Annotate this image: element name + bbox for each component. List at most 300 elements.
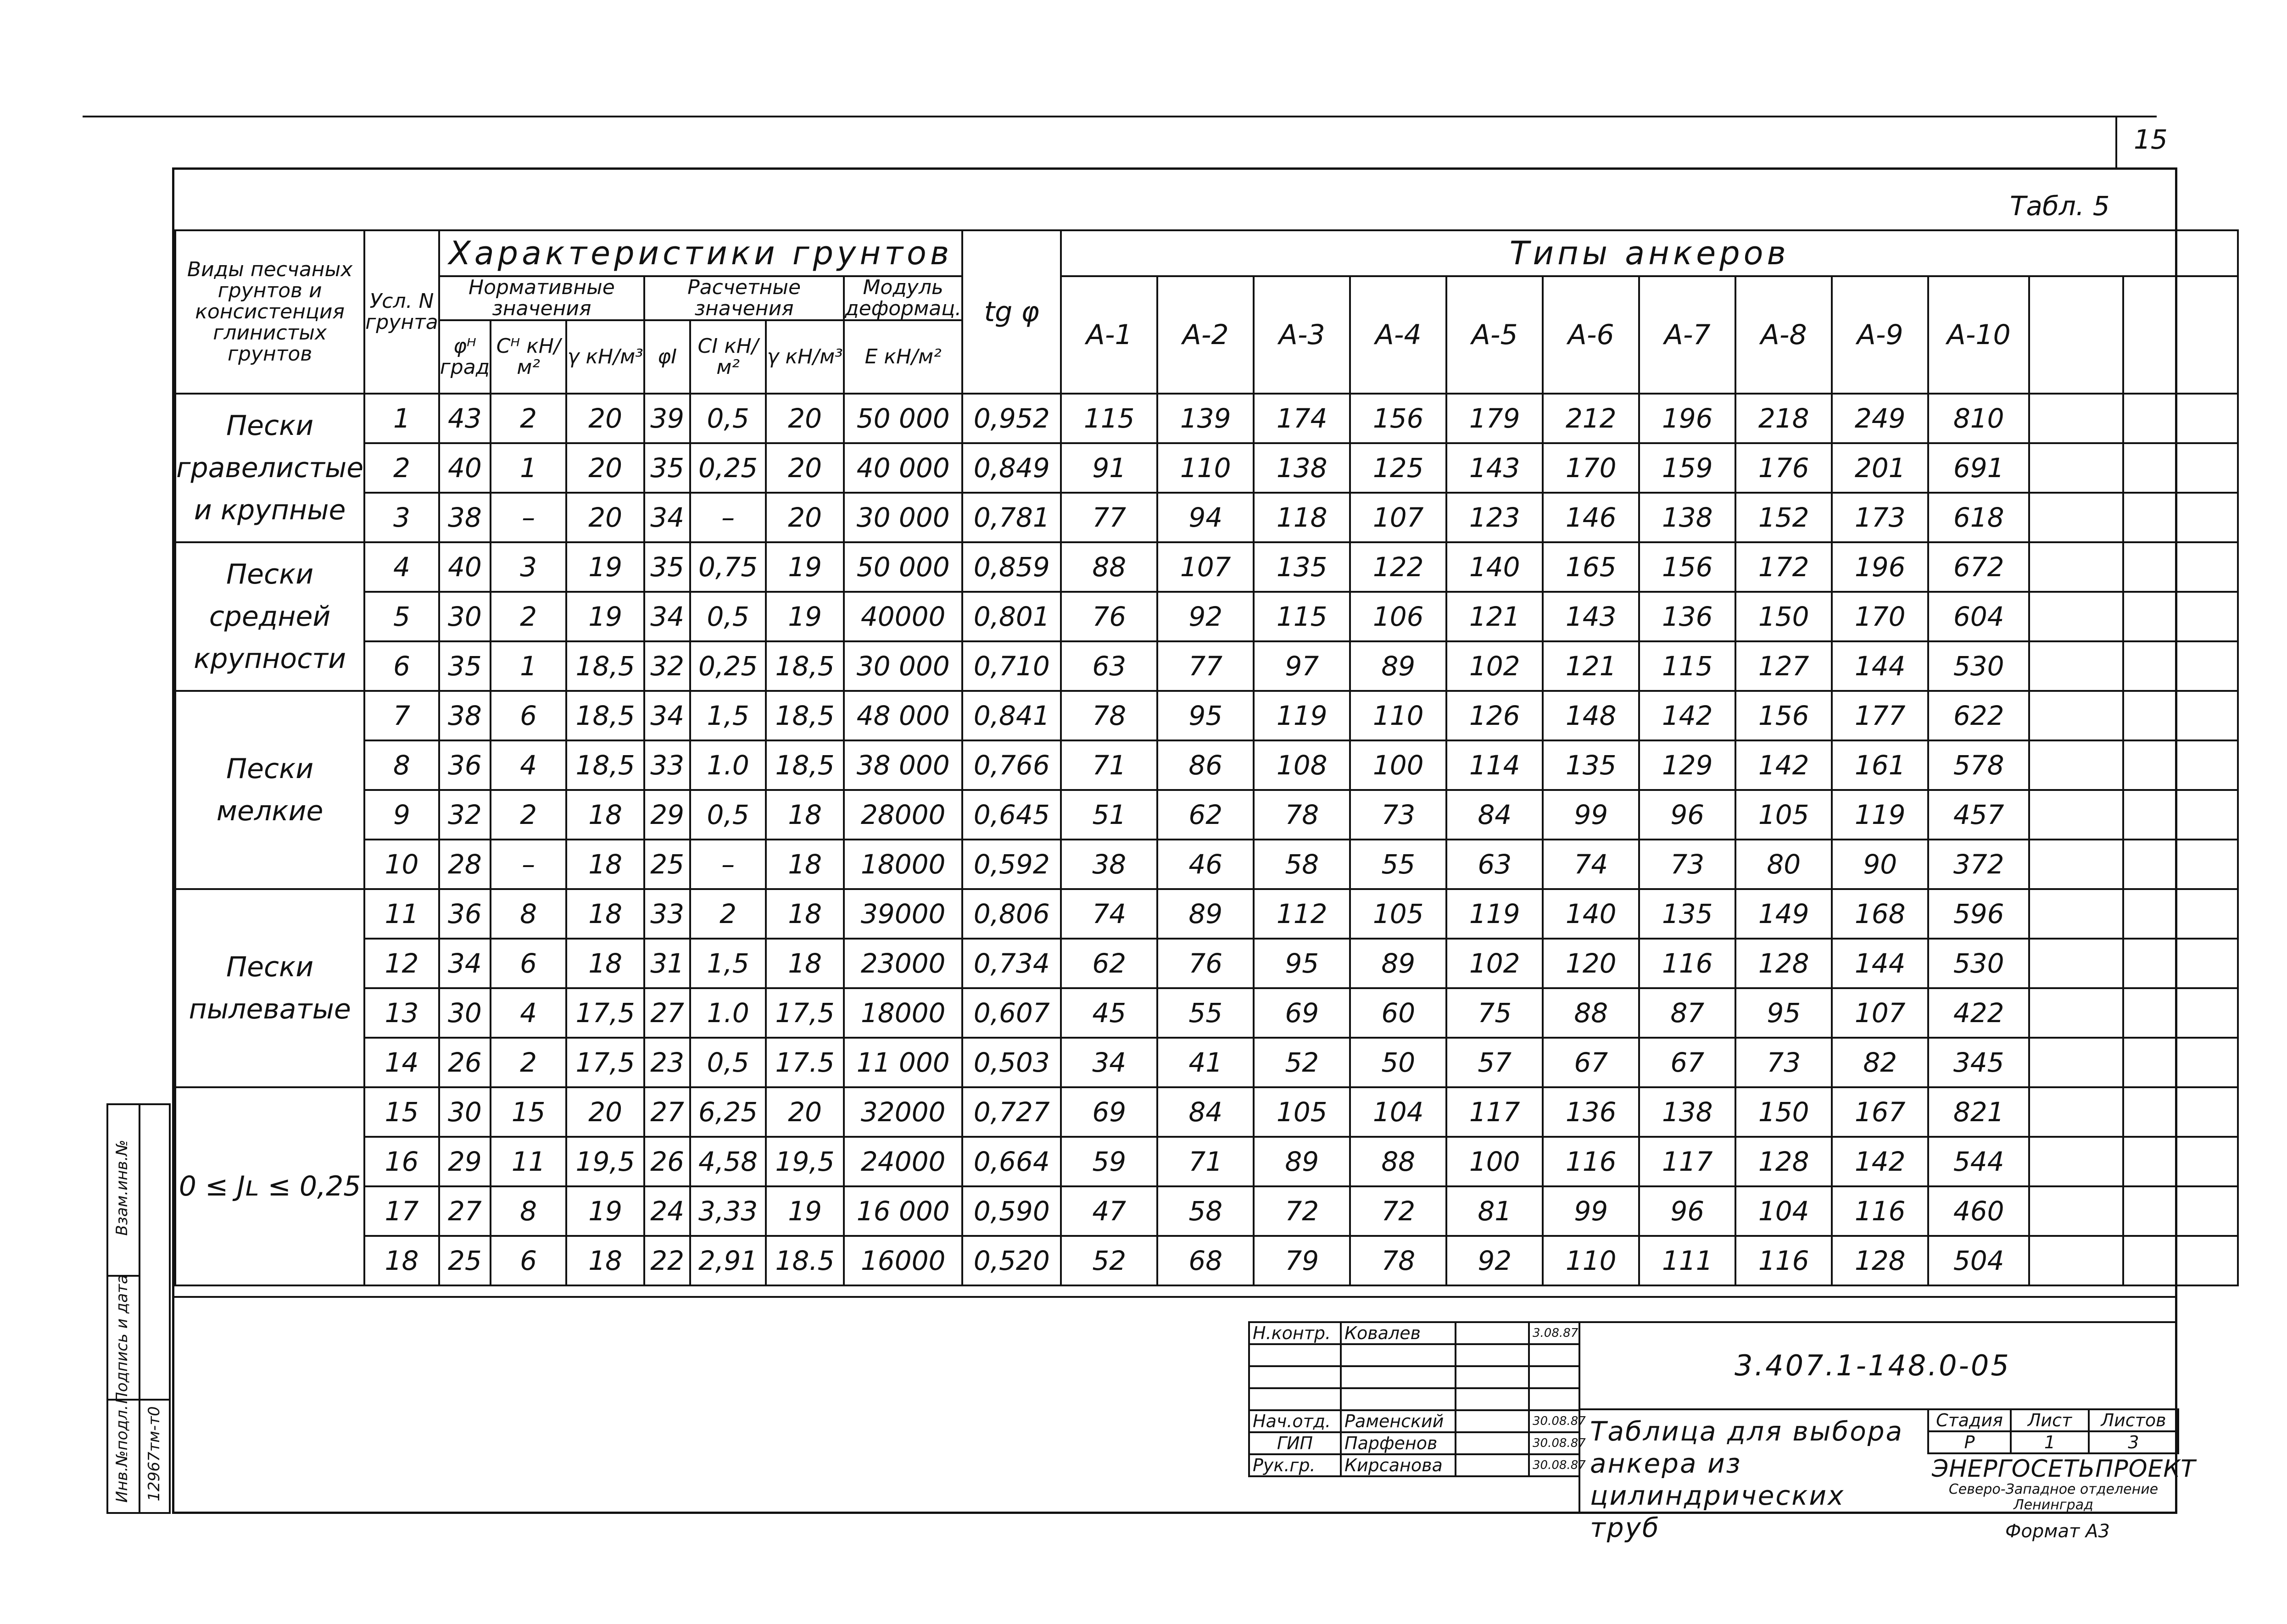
table-cell: 95 xyxy=(1157,691,1254,740)
table-cell: 1 xyxy=(491,641,566,691)
table-cell: 40 xyxy=(439,542,491,592)
table-cell: 139 xyxy=(1157,394,1254,443)
table-cell: 24 xyxy=(644,1186,690,1236)
table-cell: 107 xyxy=(1157,542,1254,592)
table-cell: 179 xyxy=(1446,394,1543,443)
table-cell: 20 xyxy=(766,394,844,443)
table-cell: 201 xyxy=(1832,443,1928,493)
table-cell: 28 xyxy=(439,840,491,889)
table-cell: 105 xyxy=(1350,889,1446,939)
header-phi-i: φI xyxy=(644,320,690,394)
table-cell: – xyxy=(690,493,766,542)
header-e-mod: E кН/м² xyxy=(844,320,962,394)
table-cell: 116 xyxy=(1735,1236,1832,1285)
soil-group-label: Пески пылеватые xyxy=(175,889,364,1087)
date-n-kontr: 3.08.87 xyxy=(1529,1322,1579,1344)
table-cell: 73 xyxy=(1350,790,1446,840)
table-cell: 177 xyxy=(1832,691,1928,740)
table-cell: 69 xyxy=(1061,1087,1157,1137)
table-cell: 128 xyxy=(1735,939,1832,988)
table-cell-empty xyxy=(2123,1038,2238,1087)
table-cell: 4 xyxy=(491,740,566,790)
table-cell: 578 xyxy=(1928,740,2029,790)
table-cell: 22 xyxy=(644,1236,690,1285)
table-cell: 0,5 xyxy=(690,592,766,641)
table-cell: 88 xyxy=(1543,988,1639,1038)
table-cell: 18 xyxy=(766,790,844,840)
anchor-header-empty xyxy=(2123,276,2238,394)
table-cell: 12 xyxy=(364,939,439,988)
table-cell: 38 xyxy=(439,691,491,740)
table-cell: 0,607 xyxy=(962,988,1061,1038)
table-cell: 115 xyxy=(1639,641,1735,691)
table-cell: 40 xyxy=(439,443,491,493)
table-cell: 96 xyxy=(1639,790,1735,840)
table-cell: 35 xyxy=(644,443,690,493)
table-cell: 87 xyxy=(1639,988,1735,1038)
anchor-header: А-8 xyxy=(1735,276,1832,394)
table-cell: 81 xyxy=(1446,1186,1543,1236)
table-cell-empty xyxy=(2123,1137,2238,1186)
table-cell: 159 xyxy=(1639,443,1735,493)
table-row xyxy=(175,840,2238,889)
header-phi-n: φᴴ град xyxy=(439,320,491,394)
sheets-value: 3 xyxy=(2089,1431,2178,1453)
table-cell: 18 xyxy=(766,840,844,889)
table-cell: 128 xyxy=(1832,1236,1928,1285)
table-cell: 150 xyxy=(1735,592,1832,641)
table-cell: 108 xyxy=(1254,740,1350,790)
table-cell: 102 xyxy=(1446,939,1543,988)
soil-group-label: Пески гравелистые и крупные xyxy=(175,394,364,542)
name-nach-otd: Раменский xyxy=(1341,1410,1456,1432)
table-cell: 67 xyxy=(1543,1038,1639,1087)
signature-block xyxy=(1248,1321,1586,1477)
table-cell-empty xyxy=(2123,790,2238,840)
table-cell: 3,33 xyxy=(690,1186,766,1236)
table-cell: 27 xyxy=(439,1186,491,1236)
table-cell: 372 xyxy=(1928,840,2029,889)
table-cell: 117 xyxy=(1446,1087,1543,1137)
table-cell: 618 xyxy=(1928,493,2029,542)
table-cell: 165 xyxy=(1543,542,1639,592)
table-cell: 112 xyxy=(1254,889,1350,939)
table-cell: 88 xyxy=(1061,542,1157,592)
table-cell: 20 xyxy=(566,493,644,542)
table-cell: 138 xyxy=(1254,443,1350,493)
table-cell: 55 xyxy=(1157,988,1254,1038)
table-cell: 20 xyxy=(566,394,644,443)
table-cell: 121 xyxy=(1446,592,1543,641)
table-cell: 17,5 xyxy=(566,1038,644,1087)
table-cell: 18,5 xyxy=(566,740,644,790)
top-rule xyxy=(83,116,2157,117)
signature-n-kontr xyxy=(1456,1322,1529,1344)
table-cell-empty xyxy=(2123,1186,2238,1236)
sheets-label: Листов xyxy=(2089,1409,2178,1431)
header-modulus: Модуль деформац. xyxy=(844,276,962,320)
header-anchor-types: Типы анкеров xyxy=(1061,230,2238,276)
table-cell: 25 xyxy=(439,1236,491,1285)
table-cell: 51 xyxy=(1061,790,1157,840)
table-cell: 23000 xyxy=(844,939,962,988)
table-cell: 135 xyxy=(1639,889,1735,939)
header-tg: tg φ xyxy=(962,230,1061,394)
table-cell: 110 xyxy=(1543,1236,1639,1285)
table-cell: 14 xyxy=(364,1038,439,1087)
anchor-table xyxy=(174,229,2239,1286)
table-cell-empty xyxy=(2029,493,2123,542)
anchor-header: А-2 xyxy=(1157,276,1254,394)
table-cell: 212 xyxy=(1543,394,1639,443)
table-cell: 45 xyxy=(1061,988,1157,1038)
table-cell: 148 xyxy=(1543,691,1639,740)
table-cell: 6,25 xyxy=(690,1087,766,1137)
soil-group-label: Пески средней крупности xyxy=(175,542,364,691)
anchor-header-empty xyxy=(2029,276,2123,394)
table-cell: 30 xyxy=(439,1087,491,1137)
table-cell: 16 000 xyxy=(844,1186,962,1236)
table-cell: 6 xyxy=(491,1236,566,1285)
signature-nach-otd xyxy=(1456,1410,1529,1432)
table-cell: 345 xyxy=(1928,1038,2029,1087)
anchor-header: А-1 xyxy=(1061,276,1157,394)
name-n-kontr: Ковалев xyxy=(1341,1322,1456,1344)
table-cell: – xyxy=(491,840,566,889)
table-cell: 62 xyxy=(1061,939,1157,988)
table-row xyxy=(175,740,2238,790)
table-cell: 60 xyxy=(1350,988,1446,1038)
header-c-n: Cᴴ кН/м² xyxy=(491,320,566,394)
table-cell: 1 xyxy=(364,394,439,443)
table-cell: 143 xyxy=(1446,443,1543,493)
table-cell: 69 xyxy=(1254,988,1350,1038)
table-cell: 156 xyxy=(1350,394,1446,443)
table-cell: 173 xyxy=(1832,493,1928,542)
table-cell: 174 xyxy=(1254,394,1350,443)
table-cell: 20 xyxy=(766,443,844,493)
table-cell: 86 xyxy=(1157,740,1254,790)
table-cell: 26 xyxy=(644,1137,690,1186)
table-cell: 92 xyxy=(1446,1236,1543,1285)
table-cell: 18 xyxy=(566,790,644,840)
table-cell: 78 xyxy=(1254,790,1350,840)
table-cell: 0,5 xyxy=(690,1038,766,1087)
table-cell: 17.5 xyxy=(766,1038,844,1087)
table-cell: 36 xyxy=(439,889,491,939)
table-cell-empty xyxy=(2029,542,2123,592)
table-cell: 40000 xyxy=(844,592,962,641)
table-cell: 94 xyxy=(1157,493,1254,542)
table-cell: 73 xyxy=(1735,1038,1832,1087)
table-cell: 38 xyxy=(439,493,491,542)
table-cell: 99 xyxy=(1543,1186,1639,1236)
stage-label: Стадия xyxy=(1928,1409,2011,1431)
table-cell: 0,841 xyxy=(962,691,1061,740)
table-cell-empty xyxy=(2029,740,2123,790)
table-cell: 90 xyxy=(1832,840,1928,889)
table-cell: 19 xyxy=(766,592,844,641)
anchor-header: А-5 xyxy=(1446,276,1543,394)
table-cell: 170 xyxy=(1832,592,1928,641)
table-row xyxy=(175,493,2238,542)
table-cell: 97 xyxy=(1254,641,1350,691)
table-cell: 596 xyxy=(1928,889,2029,939)
table-cell: 18 xyxy=(566,840,644,889)
table-cell: 39 xyxy=(644,394,690,443)
table-cell: 20 xyxy=(566,1087,644,1137)
table-cell: 1.0 xyxy=(690,988,766,1038)
table-cell: 135 xyxy=(1543,740,1639,790)
table-cell: 24000 xyxy=(844,1137,962,1186)
table-cell-empty xyxy=(2123,443,2238,493)
table-cell: 457 xyxy=(1928,790,2029,840)
header-normative: Нормативные значения xyxy=(439,276,644,320)
table-row xyxy=(175,1236,2238,1285)
table-cell: 63 xyxy=(1446,840,1543,889)
table-cell: 1,5 xyxy=(690,939,766,988)
table-cell: 172 xyxy=(1735,542,1832,592)
table-cell: 77 xyxy=(1157,641,1254,691)
table-cell: 18 xyxy=(566,889,644,939)
header-c-i: CI кН/м² xyxy=(690,320,766,394)
table-cell: 170 xyxy=(1543,443,1639,493)
table-cell: 55 xyxy=(1350,840,1446,889)
table-cell: 18,5 xyxy=(766,691,844,740)
table-cell: 39000 xyxy=(844,889,962,939)
table-cell: 34 xyxy=(644,691,690,740)
table-cell-empty xyxy=(2029,394,2123,443)
table-cell: 135 xyxy=(1254,542,1350,592)
table-cell-empty xyxy=(2123,939,2238,988)
table-cell: 18,5 xyxy=(566,641,644,691)
table-cell-empty xyxy=(2123,691,2238,740)
table-cell: 138 xyxy=(1639,493,1735,542)
header-gamma-i: γ кН/м³ xyxy=(766,320,844,394)
table-cell: 11 xyxy=(364,889,439,939)
sheet-label: Лист xyxy=(2011,1409,2089,1431)
table-cell-empty xyxy=(2123,1236,2238,1285)
table-cell: 3 xyxy=(364,493,439,542)
header-soil-type: Виды песчаных грунтов и консистенция глинистых грунтов xyxy=(175,230,364,394)
table-cell: 63 xyxy=(1061,641,1157,691)
table-cell: 35 xyxy=(439,641,491,691)
table-cell: 50 000 xyxy=(844,542,962,592)
table-cell: 18000 xyxy=(844,988,962,1038)
table-cell: 176 xyxy=(1735,443,1832,493)
table-cell: 0,592 xyxy=(962,840,1061,889)
table-cell: 4 xyxy=(364,542,439,592)
table-cell: 0,5 xyxy=(690,790,766,840)
table-cell: 140 xyxy=(1543,889,1639,939)
table-cell: 129 xyxy=(1639,740,1735,790)
side-label-vzam: Взам.инв.№ xyxy=(113,1140,131,1236)
table-row xyxy=(175,592,2238,641)
table-cell: 672 xyxy=(1928,542,2029,592)
table-cell: 1 xyxy=(491,443,566,493)
table-row xyxy=(175,443,2238,493)
header-characteristics: Характеристики грунтов xyxy=(439,230,963,276)
table-cell: 38 xyxy=(1061,840,1157,889)
table-cell: 27 xyxy=(644,988,690,1038)
table-cell: 100 xyxy=(1350,740,1446,790)
table-row xyxy=(175,988,2238,1038)
table-cell: 0,5 xyxy=(690,394,766,443)
table-cell: 16000 xyxy=(844,1236,962,1285)
table-cell: 52 xyxy=(1061,1236,1157,1285)
table-cell: 18 xyxy=(566,939,644,988)
table-cell-empty xyxy=(2123,1087,2238,1137)
table-cell: 23 xyxy=(644,1038,690,1087)
table-cell: 71 xyxy=(1157,1137,1254,1186)
table-cell: 530 xyxy=(1928,641,2029,691)
page-number-box xyxy=(2115,117,2117,168)
table-row xyxy=(175,641,2238,691)
stage-block xyxy=(1927,1408,2179,1454)
organization-name: ЭНЕРГОСЕТЬПРОЕКТ xyxy=(1932,1455,2196,1483)
table-cell: 34 xyxy=(1061,1038,1157,1087)
table-cell: 19 xyxy=(566,542,644,592)
table-cell: 117 xyxy=(1639,1137,1735,1186)
table-row xyxy=(175,1087,2238,1137)
table-cell-empty xyxy=(2029,691,2123,740)
table-cell: 89 xyxy=(1350,641,1446,691)
table-cell: 161 xyxy=(1832,740,1928,790)
table-cell: 32000 xyxy=(844,1087,962,1137)
table-cell: 107 xyxy=(1832,988,1928,1038)
table-cell: 40 000 xyxy=(844,443,962,493)
table-cell: 50 000 xyxy=(844,394,962,443)
table-cell: 3 xyxy=(491,542,566,592)
table-cell: 0,520 xyxy=(962,1236,1061,1285)
table-cell: 10 xyxy=(364,840,439,889)
table-cell: 59 xyxy=(1061,1137,1157,1186)
table-cell: 146 xyxy=(1543,493,1639,542)
table-cell: 18 xyxy=(766,939,844,988)
table-cell: 104 xyxy=(1350,1087,1446,1137)
table-cell: 144 xyxy=(1832,641,1928,691)
header-gamma-n: γ кН/м³ xyxy=(566,320,644,394)
table-cell: 99 xyxy=(1543,790,1639,840)
table-cell-empty xyxy=(2029,840,2123,889)
table-cell: 125 xyxy=(1350,443,1446,493)
table-cell: 32 xyxy=(439,790,491,840)
header-condition-number: Усл. N грунта xyxy=(364,230,439,394)
table-cell: 52 xyxy=(1254,1038,1350,1087)
table-cell: 140 xyxy=(1446,542,1543,592)
table-row xyxy=(175,1038,2238,1087)
header-calculated: Расчетные значения xyxy=(644,276,844,320)
table-cell: 622 xyxy=(1928,691,2029,740)
table-row xyxy=(175,889,2238,939)
table-cell: 119 xyxy=(1446,889,1543,939)
table-cell: 122 xyxy=(1350,542,1446,592)
table-cell: 810 xyxy=(1928,394,2029,443)
table-cell: 0,849 xyxy=(962,443,1061,493)
table-cell: 38 000 xyxy=(844,740,962,790)
table-cell: 17 xyxy=(364,1186,439,1236)
table-cell-empty xyxy=(2123,889,2238,939)
table-cell: 168 xyxy=(1832,889,1928,939)
table-cell: 126 xyxy=(1446,691,1543,740)
table-cell: 89 xyxy=(1254,1137,1350,1186)
table-cell: 27 xyxy=(644,1087,690,1137)
table-cell-empty xyxy=(2029,1137,2123,1186)
table-cell: 128 xyxy=(1735,1137,1832,1186)
table-cell: 67 xyxy=(1639,1038,1735,1087)
table-cell-empty xyxy=(2123,840,2238,889)
name-ruk-gr: Кирсанова xyxy=(1341,1454,1456,1476)
table-cell: – xyxy=(491,493,566,542)
table-cell: 218 xyxy=(1735,394,1832,443)
format-label: Формат А3 xyxy=(2005,1521,2110,1542)
table-cell: 4 xyxy=(491,988,566,1038)
table-cell: 821 xyxy=(1928,1087,2029,1137)
table-cell: 19,5 xyxy=(566,1137,644,1186)
table-cell-empty xyxy=(2123,542,2238,592)
table-cell: 2 xyxy=(364,443,439,493)
table-cell: 80 xyxy=(1735,840,1832,889)
table-cell-empty xyxy=(2029,1236,2123,1285)
table-cell: 84 xyxy=(1446,790,1543,840)
table-cell: 25 xyxy=(644,840,690,889)
anchor-header: А-7 xyxy=(1639,276,1735,394)
table-cell: 142 xyxy=(1832,1137,1928,1186)
table-cell: 4,58 xyxy=(690,1137,766,1186)
table-cell-empty xyxy=(2029,988,2123,1038)
table-cell: 26 xyxy=(439,1038,491,1087)
table-cell-empty xyxy=(2123,740,2238,790)
table-cell: 104 xyxy=(1735,1186,1832,1236)
table-cell: 88 xyxy=(1350,1137,1446,1186)
table-cell: 48 000 xyxy=(844,691,962,740)
table-cell: 15 xyxy=(491,1087,566,1137)
table-cell: 123 xyxy=(1446,493,1543,542)
anchor-header: А-9 xyxy=(1832,276,1928,394)
table-cell: 71 xyxy=(1061,740,1157,790)
table-cell: 19 xyxy=(566,592,644,641)
table-cell: 8 xyxy=(491,889,566,939)
table-cell: 120 xyxy=(1543,939,1639,988)
table-cell: 121 xyxy=(1543,641,1639,691)
table-row xyxy=(175,1137,2238,1186)
document-title: Таблица для выбора анкера из цилиндрических труб xyxy=(1590,1416,1904,1543)
table-cell: 20 xyxy=(766,1087,844,1137)
table-cell: 47 xyxy=(1061,1186,1157,1236)
table-cell: 78 xyxy=(1350,1236,1446,1285)
table-cell: 19 xyxy=(766,542,844,592)
table-cell: 30 000 xyxy=(844,641,962,691)
table-cell: 144 xyxy=(1832,939,1928,988)
role-gip: ГИП xyxy=(1249,1432,1341,1454)
table-cell: 142 xyxy=(1639,691,1735,740)
table-cell: 28000 xyxy=(844,790,962,840)
table-cell: 19 xyxy=(566,1186,644,1236)
table-cell: 111 xyxy=(1639,1236,1735,1285)
anchor-header: А-10 xyxy=(1928,276,2029,394)
table-cell-empty xyxy=(2123,988,2238,1038)
side-label-inv: Инв.№подл. xyxy=(113,1405,131,1503)
table-cell-empty xyxy=(2029,1186,2123,1236)
table-cell-empty xyxy=(2029,1087,2123,1137)
table-cell: 18000 xyxy=(844,840,962,889)
table-cell: 72 xyxy=(1350,1186,1446,1236)
table-cell: 31 xyxy=(644,939,690,988)
table-cell: 691 xyxy=(1928,443,2029,493)
table-cell: 95 xyxy=(1735,988,1832,1038)
anchor-header: А-3 xyxy=(1254,276,1350,394)
table-cell: 1.0 xyxy=(690,740,766,790)
